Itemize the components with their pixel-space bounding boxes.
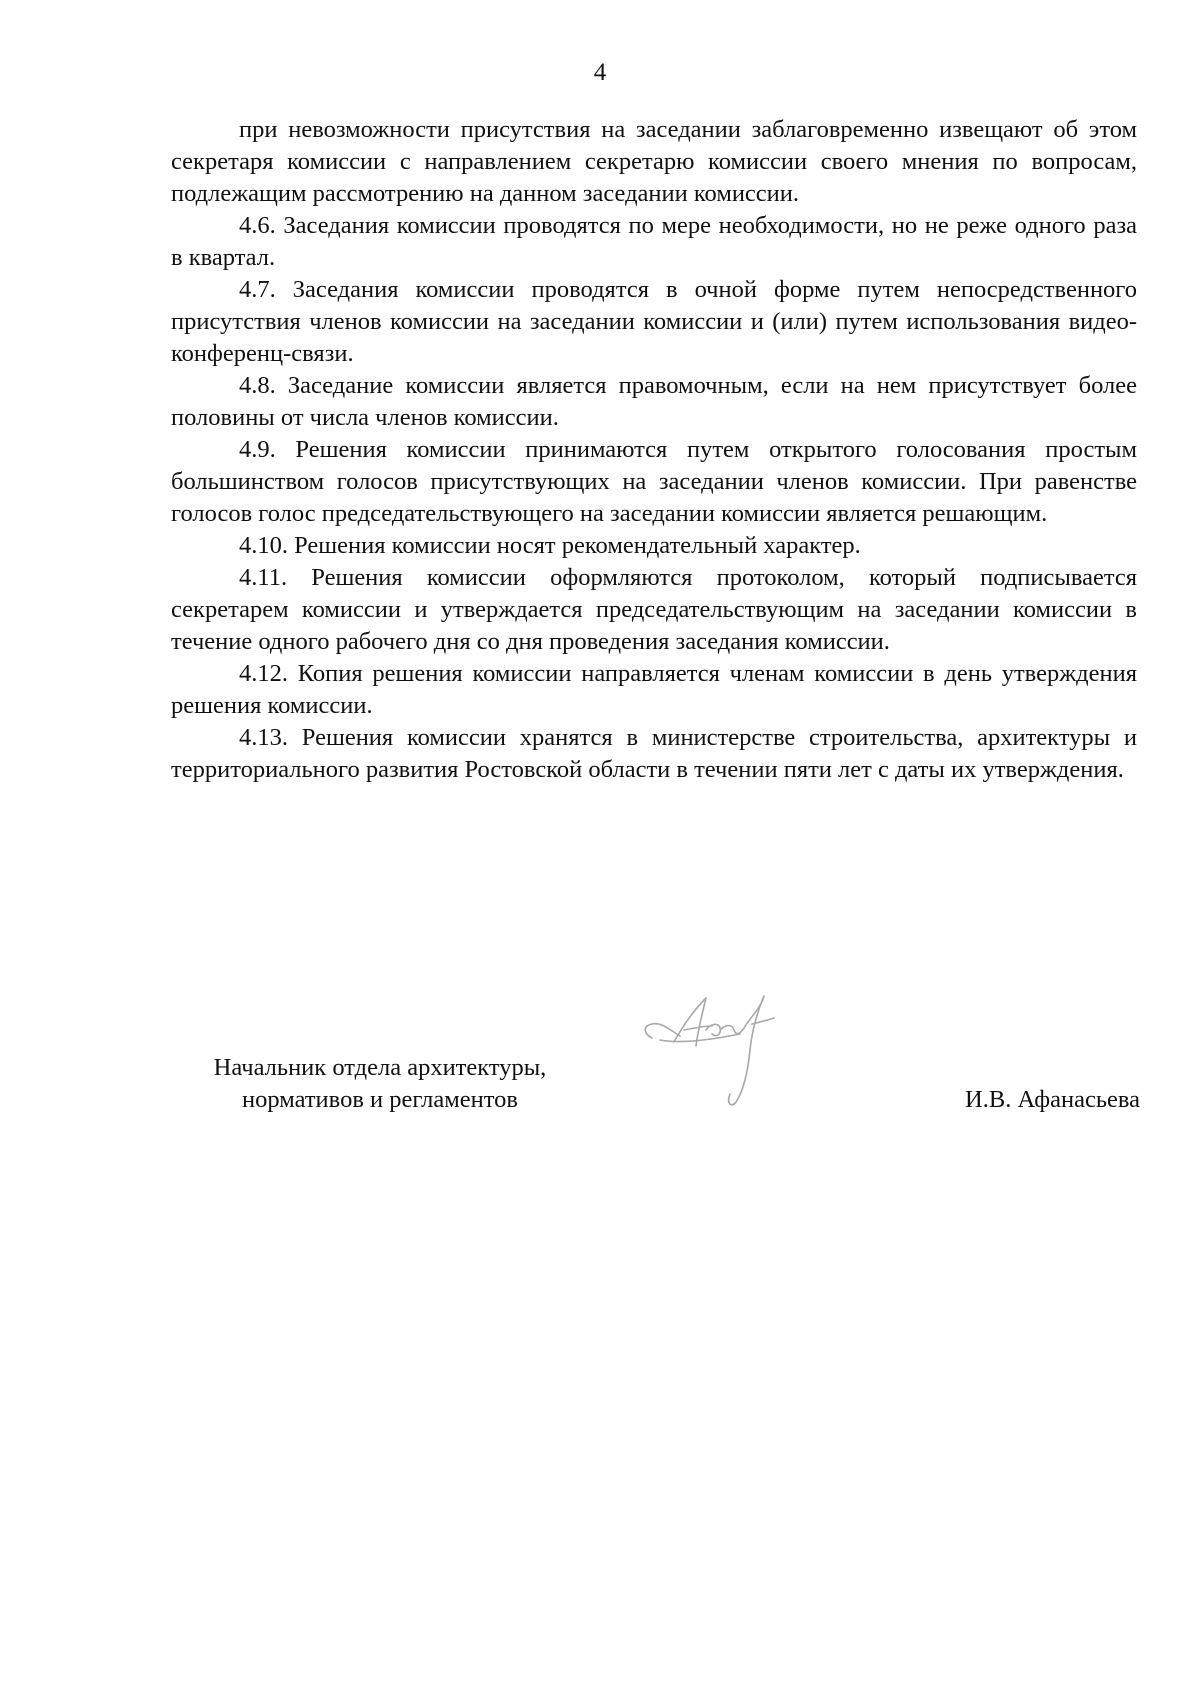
document-body xyxy=(171,114,1137,786)
signatory-position xyxy=(150,1052,610,1116)
paragraph-4-7: 4.7. Заседания комиссии проводятся в очной форме путем непосредственного присутствия членов комиссии на заседании комиссии и (или) путем использования видео-конференц-связи. xyxy=(171,276,1137,367)
paragraph-4-5-continuation: при невозможности присутствия на заседании заблаговременно извещают об этом секретаря комиссии с направлением секретарю комиссии своего мнения по вопросам, подлежащим рассмотрению на данном заседании комиссии. xyxy=(171,116,1137,207)
paragraph-4-9: 4.9. Решения комиссии принимаются путем открытого голосования простым большинством голосов присутствующих на заседании членов комиссии. При равенстве голосов голос председательствующего на заседании комиссии является решающим. xyxy=(171,436,1137,527)
paragraph-4-6: 4.6. Заседания комиссии проводятся по мере необходимости, но не реже одного раза в квартал. xyxy=(171,212,1137,271)
signatory-position-line-1: Начальник отдела архитектуры, xyxy=(213,1054,547,1081)
paragraph-4-10: 4.10. Решения комиссии носят рекомендательный характер. xyxy=(239,532,861,559)
paragraph-4-13: 4.13. Решения комиссии хранятся в министерстве строительства, архитектуры и территориального развития Ростовской области в течении пяти лет с даты их утверждения. xyxy=(171,724,1137,783)
paragraph-4-11: 4.11. Решения комиссии оформляются протоколом, который подписывается секретарем комиссии и утверждается председательствующим на заседании комиссии в течение одного рабочего дня со дня проведения заседания комиссии. xyxy=(171,564,1137,655)
paragraph-4-8: 4.8. Заседание комиссии является правомочным, если на нем присутствует более половины от числа членов комиссии. xyxy=(171,372,1137,431)
handwritten-signature-icon xyxy=(640,990,820,1120)
signatory-name: И.В. Афанасьева xyxy=(965,1086,1140,1113)
page-number: 4 xyxy=(593,59,607,86)
paragraph-4-12: 4.12. Копия решения комиссии направляется членам комиссии в день утверждения решения комиссии. xyxy=(171,660,1137,719)
signatory-position-line-2: нормативов и регламентов xyxy=(242,1086,518,1113)
